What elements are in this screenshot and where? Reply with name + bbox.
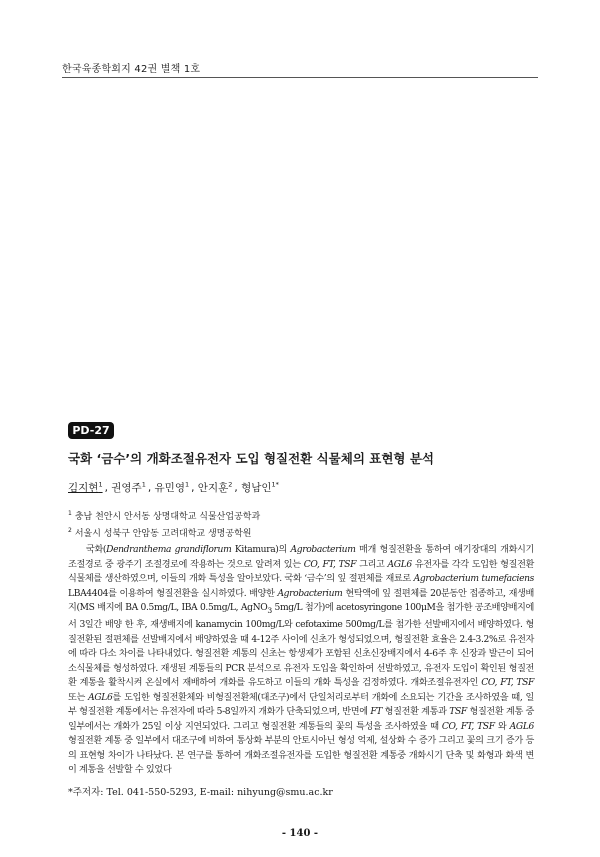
- tel-label: Tel.: [106, 787, 124, 798]
- abstract-italic-run: CO, FT, TSF: [303, 559, 357, 570]
- abstract-text-run: 유전자를 각각 도입한 형질전환 식물체를 생산하였으며, 이들의 개화 특성을 알아보았다. 국화 ‘금수’의 잎 절편체를 재료로: [68, 559, 535, 584]
- abstract-italic-run: Agrobacterium: [290, 545, 356, 555]
- abstract-italic-run: Agrobacterium tumefaciens: [413, 574, 534, 584]
- abstract-italic-run: Dendranthema grandiflorum: [106, 545, 232, 555]
- affiliation-line: [68, 507, 538, 524]
- paper-title: 국화 ‘금수’의 개화조절유전자 도입 형질전환 식물체의 표현형 분석: [68, 451, 434, 466]
- author-affil-mark: 1*: [271, 480, 279, 489]
- affiliation-list: [68, 507, 538, 541]
- author-separator: ,: [234, 482, 238, 494]
- author-affil-mark: 2: [228, 480, 233, 489]
- author-name-text: 유민영: [154, 482, 185, 494]
- author-affil-mark: 1: [98, 480, 103, 489]
- abstract-text-run: 그리고: [356, 559, 388, 570]
- author-separator: ,: [104, 482, 108, 494]
- abstract-italic-run: CO, FT, TSF: [481, 678, 534, 689]
- author-affil-mark: 1: [184, 480, 190, 489]
- author-name-text: 김지현: [68, 482, 99, 494]
- abstract-italic-run: AGL6: [88, 692, 113, 703]
- affiliation-text: 서울시 성북구 안암동 고려대학교 생명공학원: [74, 529, 252, 539]
- author-name-text: 형남인: [241, 482, 272, 494]
- abstract-text-run: 매개 형질전환을 통하여 애기장대의 개화시기 조절경로 중 광주기 조절경로에 작용하는 것으로 알려져 있는: [68, 545, 534, 570]
- abstract-text-run: LBA4404를 이용하여 형질전환을 실시하였다. 배양한: [68, 588, 278, 599]
- abstract-text-run: 와: [494, 721, 510, 732]
- abstract-text-run: 형질전환 계통과: [382, 707, 450, 718]
- abstract-text-run: 국화(: [86, 545, 107, 555]
- author-affil-mark: 1: [141, 480, 146, 489]
- abstract-paragraph: [68, 543, 534, 778]
- abstract-italic-run: FT: [370, 707, 383, 718]
- author-name-text: 권영주: [111, 482, 142, 494]
- author-name: [198, 482, 233, 494]
- contact-label: *주저자:: [68, 787, 104, 798]
- abstract-text-run: 형질전환 계통 중 일부에서 대조구에 비하여 통상화 부분의 안토시아닌 형성 억제, 설상화 수 증가 그리고 꽃의 크기 증가 등의 표현형 차이가 나타났다. 본 연구를 통하여 개화조절유전자를 도입한 형질전환 계통중 개화시기 단축 및 화형과 화색 변이 계통을 선발할 수 있었다: [68, 736, 534, 776]
- abstract-italic-run: AGL6: [509, 721, 534, 732]
- affiliation-text: 충남 천안시 안서동 상명대학교 식물산업공학과: [74, 512, 261, 522]
- tel-number: 041-550-5293,: [126, 787, 197, 798]
- email-address: nihyung@smu.ac.kr: [237, 787, 333, 798]
- abstract: [68, 543, 534, 778]
- abstract-italic-run: CO, FT, TSF: [441, 721, 495, 732]
- corresponding-author-contact: [68, 784, 538, 798]
- journal-header: 한국육종학회지 42권 별책 1호: [62, 64, 201, 75]
- abstract-italic-run: Agrobacterium: [277, 588, 343, 599]
- author-list: [68, 480, 538, 495]
- page-number: - 140 -: [281, 828, 319, 839]
- author-separator: ,: [191, 482, 195, 494]
- author-name: [241, 482, 279, 494]
- author-name: [155, 482, 190, 494]
- abstract-text-run: 형질전환 계통 중 일부에서는 개화가 25일 이상 지연되었다. 그리고 형질전환 계통들의 꽃의 특성을 조사하였을 때: [68, 707, 535, 732]
- abstract-text-run: 5mg/L 첨가)에 acetosyringone 100μM을 첨가한 공조배양배지에서 3일간 배양 한 후, 재생배지에 kanamycin 100mg/L와 cefotaxime 500mg/L를 첨가한 선발배지에서 배양하였다. 형질전환된 절편체를 선발배지에서 배양하였을 때 4-12주 사이에 신초가 형성되었으며, 형질전환 효율은 2.4-3.2%로 유전자에 따라 다소 차이를 나타내었다. 형질전환 계통의 신초는 항생제가 포함된 신초신장배지에서 4-6주 후 신장과 발근이 되어 소식물체를 형성하였다. 재생된 계통들의 PCR 분석으로 유전자 도입을 확인하여 선발하였고, 유전자 도입이 확인된 형질전환 계통을 활착시켜 온실에서 재배하여 개화를 유도하고 이들의 개화 특성을 검정하였다. 개화조절유전자인: [68, 603, 534, 689]
- affiliation-line: [68, 524, 538, 541]
- author-separator: ,: [147, 482, 152, 494]
- author-name: [68, 482, 103, 494]
- abstract-text-run: 현탁액에 잎 절편체를 20분동안 접종하고, 재생배지(MS 배지에 BA 0.5mg/L, IBA 0.5mg/L, AgNO: [68, 588, 535, 613]
- abstract-subscript-run: 3: [267, 605, 272, 615]
- email-label: E-mail:: [199, 787, 235, 798]
- affiliation-mark: 1: [68, 510, 72, 517]
- abstract-text-run: 또는: [68, 692, 89, 703]
- abstract-text-run: Kitamura)의: [231, 545, 291, 555]
- abstract-italic-run: TSF: [449, 707, 467, 718]
- affiliation-mark: 2: [68, 527, 72, 534]
- poster-id-badge: PD-27: [68, 422, 114, 439]
- author-name-text: 안지훈: [197, 482, 229, 494]
- abstract-text-run: 를 도입한 형질전환체와 비형질전환체(대조구)에서 단일처리로부터 개화에 소요되는 기간을 조사하였을 때, 일부 형질전환 계통에서는 유전자에 따라 5-8일까지 개화가 단축되었으며, 반면에: [68, 692, 535, 718]
- abstract-italic-run: AGL6: [387, 559, 412, 570]
- author-name: [111, 482, 146, 494]
- header-divider: [62, 77, 538, 78]
